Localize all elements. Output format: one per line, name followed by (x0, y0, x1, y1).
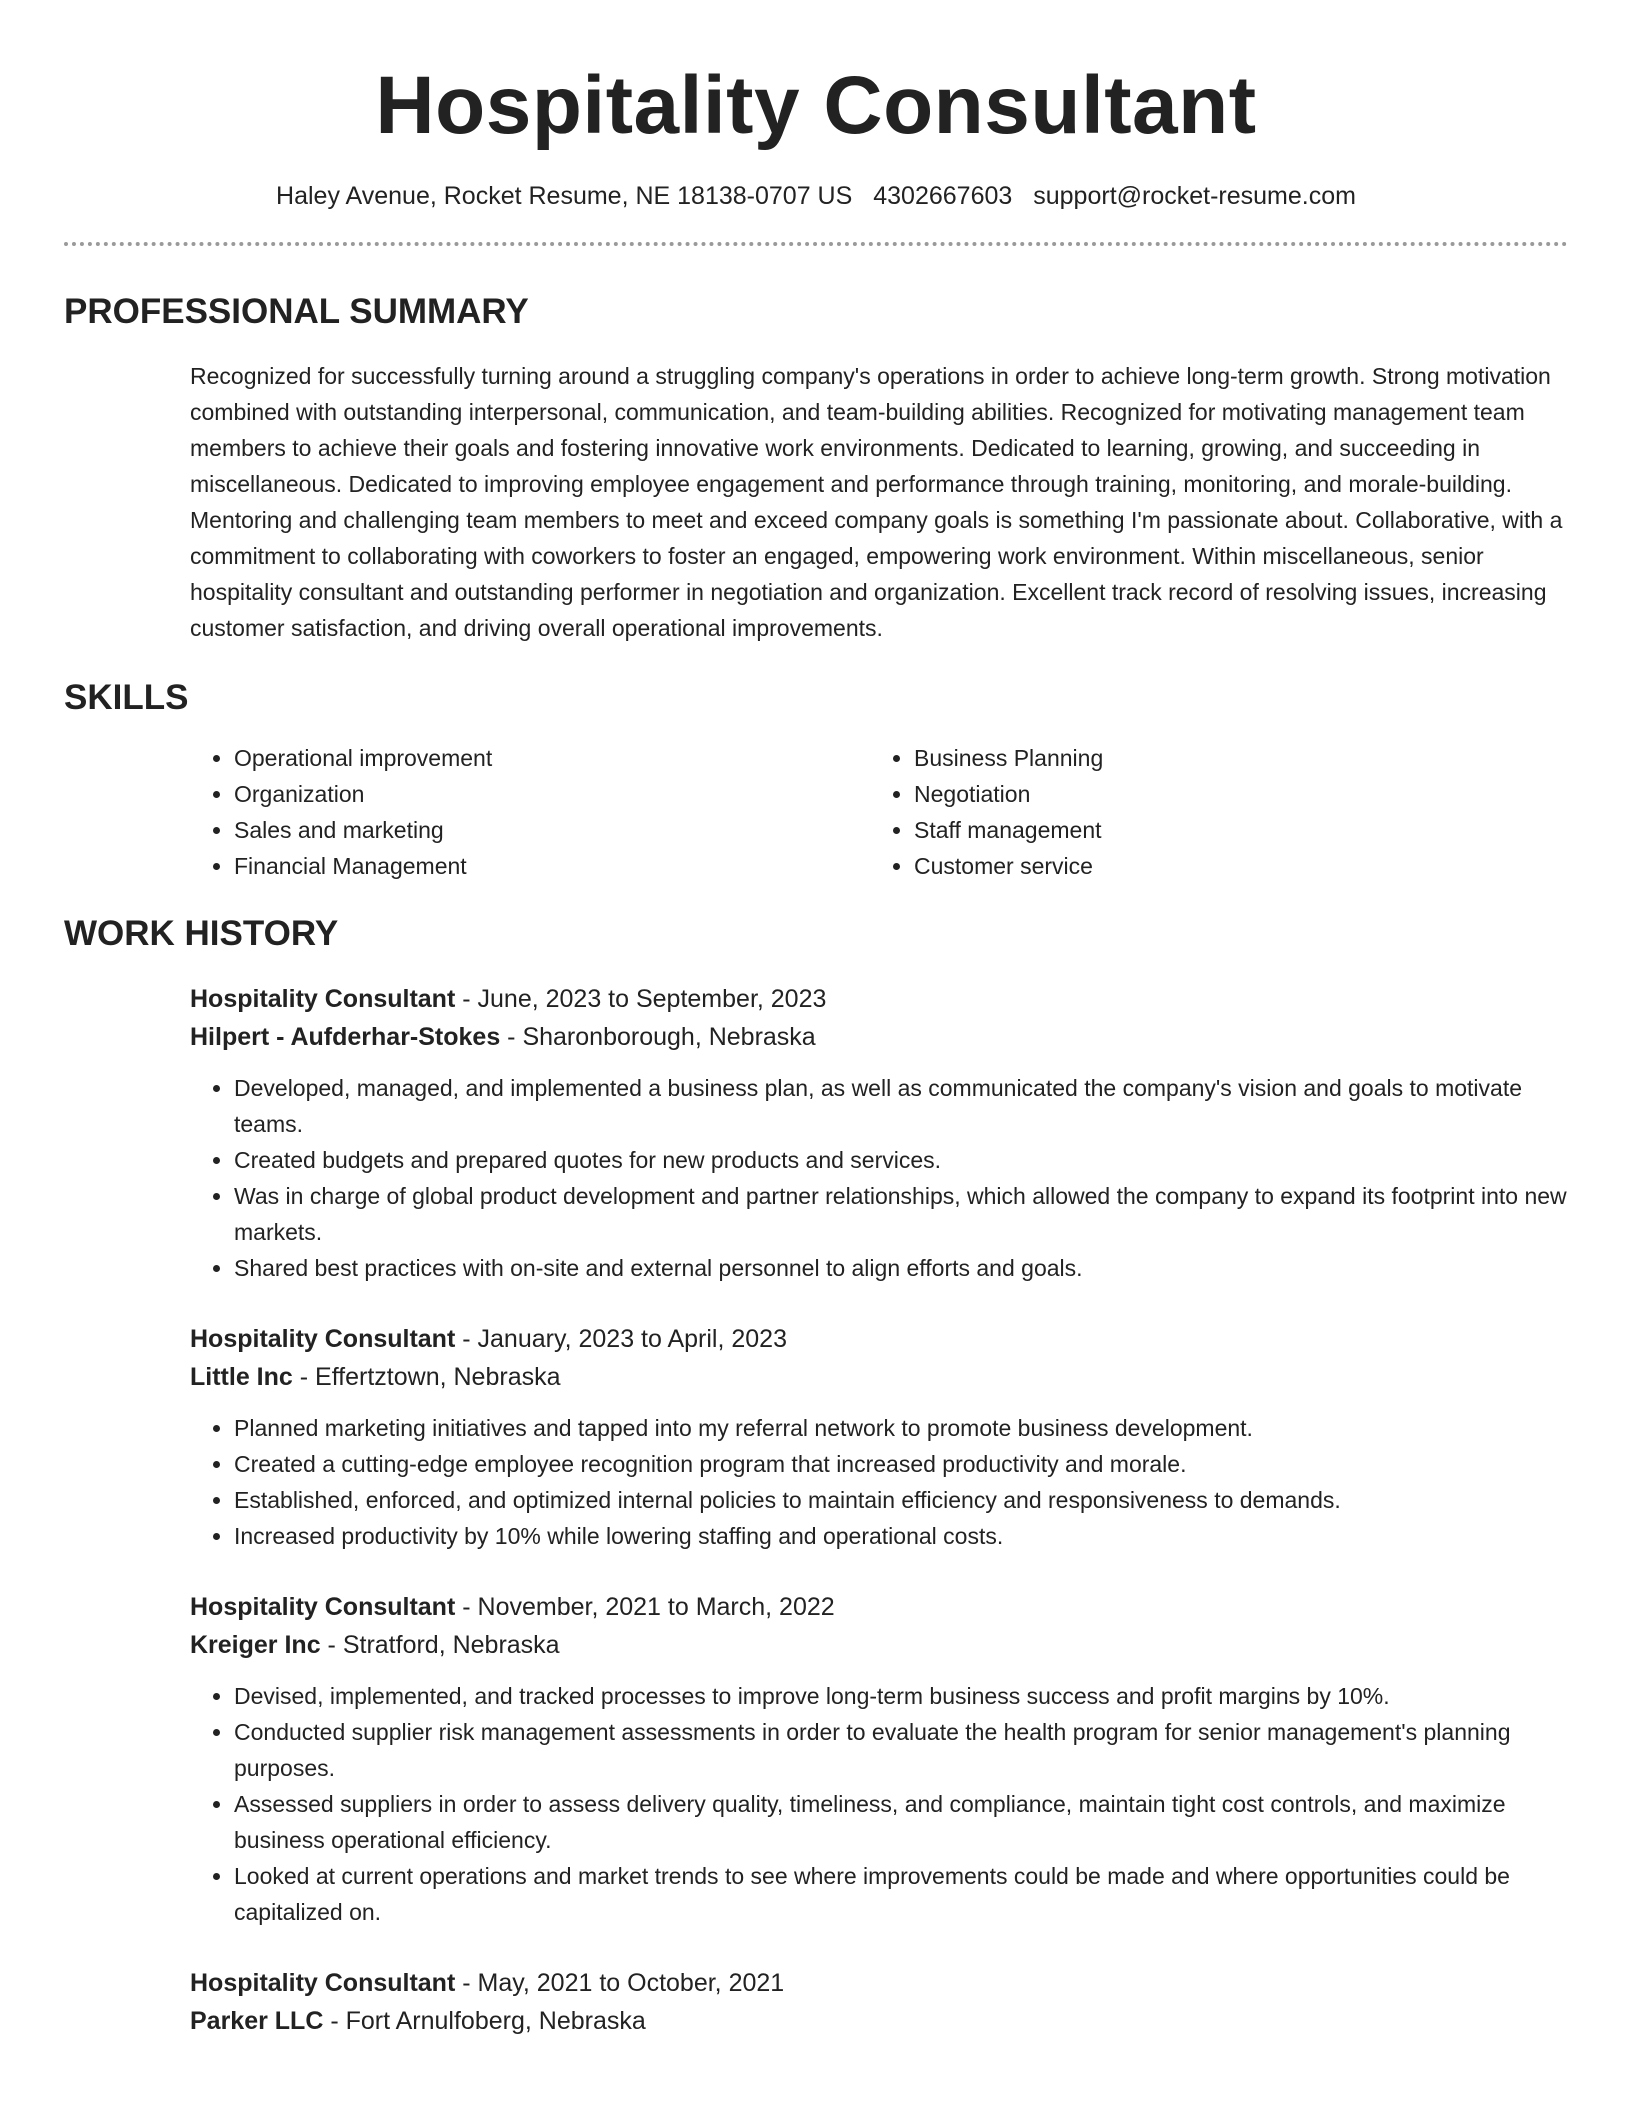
job-entry (190, 980, 1568, 1286)
job-role-line (190, 1964, 1568, 2002)
summary-text: Recognized for successfully turning around a struggling company's operations in order to achieve long-term growth. Strong motivation combined with outstanding interpersonal, communication, and team-building abilities. Recognized for motivating management team members to achieve their goals and fostering innovative work environments. Dedicated to learning, growing, and succeeding in miscellaneous. Dedicated to improving employee engagement and performance through training, monitoring, and morale-building. Mentoring and challenging team members to meet and exceed company goals is something I'm passionate about. Collaborative, with a commitment to collaborating with coworkers to foster an engaged, empowering work environment. Within miscellaneous, senior hospitality consultant and outstanding performer in negotiation and organization. Excellent track record of resolving issues, increasing customer satisfaction, and driving overall operational improvements. (190, 363, 1563, 641)
job-entry (190, 1588, 1568, 1930)
contact-line (64, 180, 1568, 212)
skills-list-right (870, 740, 1568, 884)
job-location: - Stratford, Nebraska (320, 1631, 560, 1659)
skill-item: • Organization (234, 776, 870, 812)
skill-item: • Staff management (914, 812, 1568, 848)
resume-title: Hospitality Consultant (375, 60, 1257, 151)
skills-list-left (190, 740, 870, 884)
skill-item: • Operational improvement (234, 740, 870, 776)
job-bullet: • Increased productivity by 10% while lowering staffing and operational costs. (234, 1518, 1568, 1554)
job-location: - Effertztown, Nebraska (292, 1363, 561, 1391)
job-bullet: • Shared best practices with on-site and external personnel to align efforts and goals. (234, 1250, 1568, 1286)
job-bullet: • Assessed suppliers in order to assess delivery quality, timeliness, and compliance, maintain tight cost controls, and maximize business operational efficiency. (234, 1786, 1568, 1858)
job-role: Hospitality Consultant (190, 1325, 456, 1353)
job-dates: - November, 2021 to March, 2022 (455, 1593, 835, 1621)
job-entry (190, 1320, 1568, 1554)
skills-grid (190, 740, 1568, 884)
skill-item: • Financial Management (234, 848, 870, 884)
skill-item: • Customer service (914, 848, 1568, 884)
job-company: Parker LLC (190, 2007, 324, 2035)
work-history-heading: WORK HISTORY (64, 914, 339, 953)
job-entry (190, 1964, 1568, 2040)
job-bullet: • Created a cutting-edge employee recognition program that increased productivity and morale. (234, 1446, 1568, 1482)
job-company-line (190, 1626, 1568, 1664)
job-company: Kreiger Inc (190, 1631, 321, 1659)
job-bullet: • Created budgets and prepared quotes for new products and services. (234, 1142, 1568, 1178)
job-company-line (190, 1018, 1568, 1056)
summary-heading: PROFESSIONAL SUMMARY (64, 292, 529, 331)
skill-item: • Sales and marketing (234, 812, 870, 848)
job-bullet: • Was in charge of global product development and partner relationships, which allowed the company to expand its footprint into new markets. (234, 1178, 1568, 1250)
job-role: Hospitality Consultant (190, 985, 456, 1013)
job-bullet: • Looked at current operations and market trends to see where improvements could be made and where opportunities could be capitalized on. (234, 1858, 1568, 1930)
skill-item: • Negotiation (914, 776, 1568, 812)
contact-phone: 4302667603 (873, 182, 1013, 210)
job-bullet: • Devised, implemented, and tracked processes to improve long-term business success and profit margins by 10%. (234, 1678, 1568, 1714)
job-bullet: • Conducted supplier risk management assessments in order to evaluate the health program for senior management's planning purposes. (234, 1714, 1568, 1786)
job-role-line (190, 980, 1568, 1018)
job-company-line (190, 1358, 1568, 1396)
job-bullet: • Established, enforced, and optimized internal policies to maintain efficiency and responsiveness to demands. (234, 1482, 1568, 1518)
job-dates: - June, 2023 to September, 2023 (455, 985, 827, 1013)
job-role-line (190, 1588, 1568, 1626)
contact-email: support@rocket-resume.com (1033, 182, 1356, 210)
job-bullets (190, 1070, 1568, 1286)
skill-item: • Business Planning (914, 740, 1568, 776)
job-location: - Fort Arnulfoberg, Nebraska (323, 2007, 646, 2035)
job-company: Hilpert - Aufderhar-Stokes (190, 1023, 501, 1051)
job-dates: - May, 2021 to October, 2021 (455, 1969, 785, 1997)
job-location: - Sharonborough, Nebraska (500, 1023, 816, 1051)
skills-heading: SKILLS (64, 678, 189, 717)
header-divider (64, 242, 1568, 246)
job-bullet: • Developed, managed, and implemented a business plan, as well as communicated the company's vision and goals to motivate teams. (234, 1070, 1568, 1142)
job-bullets (190, 1678, 1568, 1930)
job-company-line (190, 2002, 1568, 2040)
job-role: Hospitality Consultant (190, 1593, 456, 1621)
job-bullets (190, 1410, 1568, 1554)
contact-address: Haley Avenue, Rocket Resume, NE 18138-0707 US (276, 182, 853, 210)
job-bullet: • Planned marketing initiatives and tapped into my referral network to promote business development. (234, 1410, 1568, 1446)
job-role: Hospitality Consultant (190, 1969, 456, 1997)
job-dates: - January, 2023 to April, 2023 (455, 1325, 787, 1353)
job-role-line (190, 1320, 1568, 1358)
job-company: Little Inc (190, 1363, 293, 1391)
